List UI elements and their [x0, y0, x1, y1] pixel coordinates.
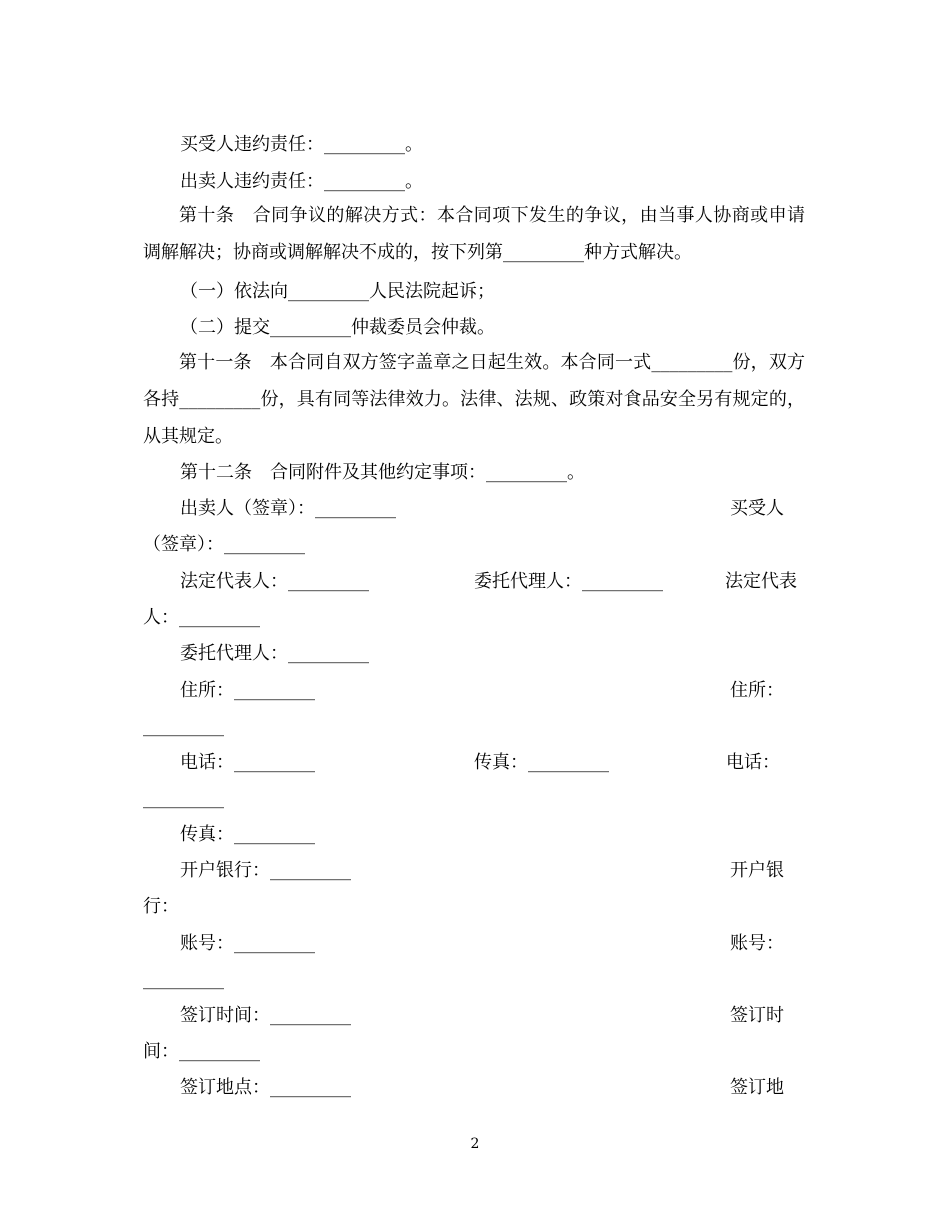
buyer-account-label: 账号： [730, 933, 784, 954]
seller-signature-field: 出卖人（签章）：_________ [180, 498, 396, 519]
buyer-fax-field: 传真：_________ [180, 824, 315, 845]
buyer-bank-label: 开户银 [730, 860, 784, 881]
buyer-account-field: _________ [143, 969, 224, 990]
buyer-agent-field: 委托代理人：_________ [180, 643, 369, 664]
seller-address-field: 住所：_________ [180, 680, 315, 701]
buyer-signature-field: （签章）：_________ [143, 534, 305, 555]
buyer-legal-representative-label: 法定代表 [725, 571, 797, 592]
seller-signing-time-field: 签订时间：_________ [180, 1005, 351, 1026]
buyer-phone-label: 电话： [726, 752, 780, 773]
buyer-phone-field: _________ [143, 788, 224, 809]
seller-phone-field: 电话：_________ [180, 752, 315, 773]
buyer-signing-place-label: 签订地 [730, 1077, 784, 1098]
article-10-dispute-resolution: 第十条 合同争议的解决方式：本合同项下发生的争议，由当事人协商或申请调解解决；协商或调解解决不成的，按下列第_________种方式解决。 [143, 205, 805, 263]
seller-agent-field: 委托代理人：_________ [474, 571, 663, 592]
seller-fax-field: 传真：_________ [474, 752, 609, 773]
article-11-effectiveness: 第十一条 本合同自双方签字盖章之日起生效。本合同一式_________份，双方各持_________份，具有同等法律效力。法律、法规、政策对食品安全另有规定的，从其规定。 [143, 352, 805, 447]
article-12-attachments: 第十二条 合同附件及其他约定事项：_________。 [180, 462, 585, 483]
seller-account-field: 账号：_________ [180, 933, 315, 954]
buyer-bank-label-continued: 行： [143, 896, 179, 917]
buyer-signing-time-field: 间：_________ [143, 1041, 260, 1062]
seller-legal-representative-field: 法定代表人：_________ [180, 571, 369, 592]
buyer-legal-representative-field: 人：_________ [143, 607, 260, 628]
page-number: 2 [470, 1136, 480, 1152]
buyer-signature-label: 买受人 [730, 498, 784, 519]
seller-signing-place-field: 签订地点：_________ [180, 1077, 351, 1098]
buyer-address-label: 住所： [730, 680, 784, 701]
article-10-option-arbitration: （二）提交_________仲裁委员会仲裁。 [180, 317, 495, 338]
seller-breach-clause: 出卖人违约责任：_________。 [180, 171, 423, 192]
buyer-signing-time-label: 签订时 [730, 1005, 784, 1026]
buyer-breach-clause: 买受人违约责任：_________。 [180, 134, 423, 155]
article-10-option-court: （一）依法向_________人民法院起诉； [180, 281, 495, 302]
seller-bank-field: 开户银行：_________ [180, 860, 351, 881]
buyer-address-field: _________ [143, 716, 224, 737]
